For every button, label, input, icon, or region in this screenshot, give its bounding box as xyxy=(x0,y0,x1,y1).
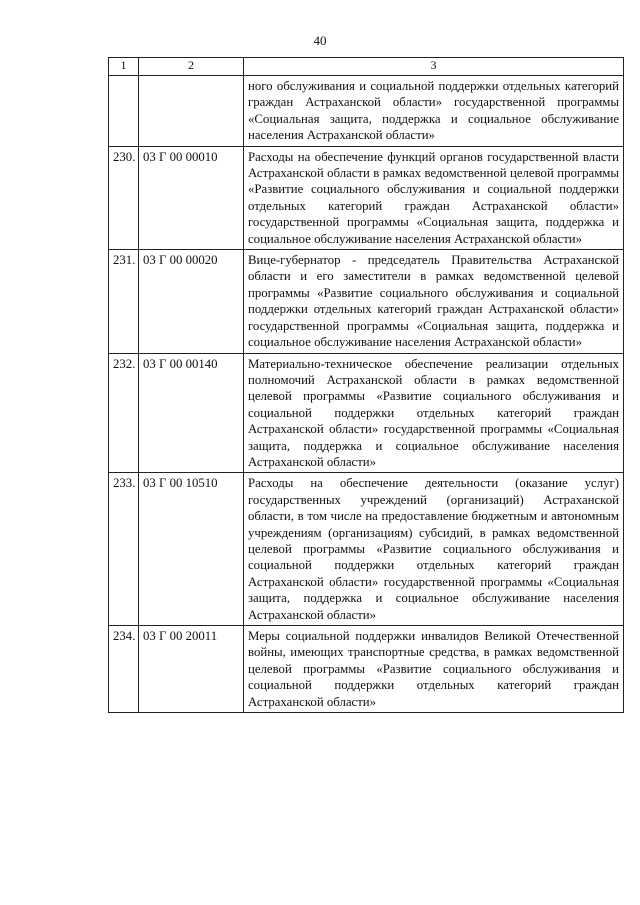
row-description: Вице-губернатор - председатель Правительства Астраханской области и его заместители в рамках ведомственной целевой программы «Развитие социального обслуживания и социальной поддержки отдельных категорий граждан Астраханской области» государственной программы «Социальная защита, поддержка и социальное обслуживание населения Астраханской области» xyxy=(244,250,624,353)
row-description: ного обслуживания и социальной поддержки отдельных категорий граждан Астраханской области» государственной программы «Социальная защита, поддержка и социальное обслуживание населения Астраханской области» xyxy=(244,76,624,147)
row-description: Расходы на обеспечение деятельности (оказание услуг) государственных учреждений (организаций) Астраханской области, в том числе на предоставление бюджетным и автономным учреждениям (организациям) субсидий, в рамках ведомственной целевой программы «Развитие социального обслуживания и социальной поддержки отдельных категорий граждан Астраханской области» государственной программы «Социальная защита, поддержка и социальное обслуживание населения Астраханской области» xyxy=(244,473,624,626)
row-number: 233. xyxy=(109,473,139,626)
column-header-description: 3 xyxy=(244,58,624,76)
row-code: 03 Г 00 20011 xyxy=(139,626,244,713)
table-row xyxy=(109,353,624,473)
table-row xyxy=(109,146,624,249)
table-row xyxy=(109,473,624,626)
table-row xyxy=(109,250,624,353)
row-description: Меры социальной поддержки инвалидов Великой Отечественной войны, имеющих транспортные средства, в рамках ведомственной целевой программы «Развитие социального обслуживания и социальной поддержки отдельных категорий граждан Астраханской области» xyxy=(244,626,624,713)
budget-classification-table xyxy=(108,57,624,713)
page-number: 40 xyxy=(313,33,327,48)
column-header-number: 1 xyxy=(109,58,139,76)
row-number: 234. xyxy=(109,626,139,713)
row-description: Расходы на обеспечение функций органов государственной власти Астраханской области в рамках ведомственной целевой программы «Развитие социального обслуживания и социальной поддержки отдельных категорий граждан Астраханской области» государственной программы «Социальная защита, поддержка и социальное обслуживание населения Астраханской области» xyxy=(244,146,624,249)
column-header-code: 2 xyxy=(139,58,244,76)
row-number: 232. xyxy=(109,353,139,473)
row-number: 230. xyxy=(109,146,139,249)
row-description: Материально-техническое обеспечение реализации отдельных полномочий Астраханской области в рамках ведомственной целевой программы «Развитие социального обслуживания и социальной поддержки отдельных категорий граждан Астраханской области» государственной программы «Социальная защита, поддержка и социальное обслуживание населения Астраханской области» xyxy=(244,353,624,473)
row-code xyxy=(139,76,244,147)
row-number xyxy=(109,76,139,147)
table-row xyxy=(109,76,624,147)
row-code: 03 Г 00 00020 xyxy=(139,250,244,353)
row-code: 03 Г 00 00010 xyxy=(139,146,244,249)
table-header-row xyxy=(109,58,624,76)
row-code: 03 Г 00 10510 xyxy=(139,473,244,626)
table-row xyxy=(109,626,624,713)
row-number: 231. xyxy=(109,250,139,353)
row-code: 03 Г 00 00140 xyxy=(139,353,244,473)
